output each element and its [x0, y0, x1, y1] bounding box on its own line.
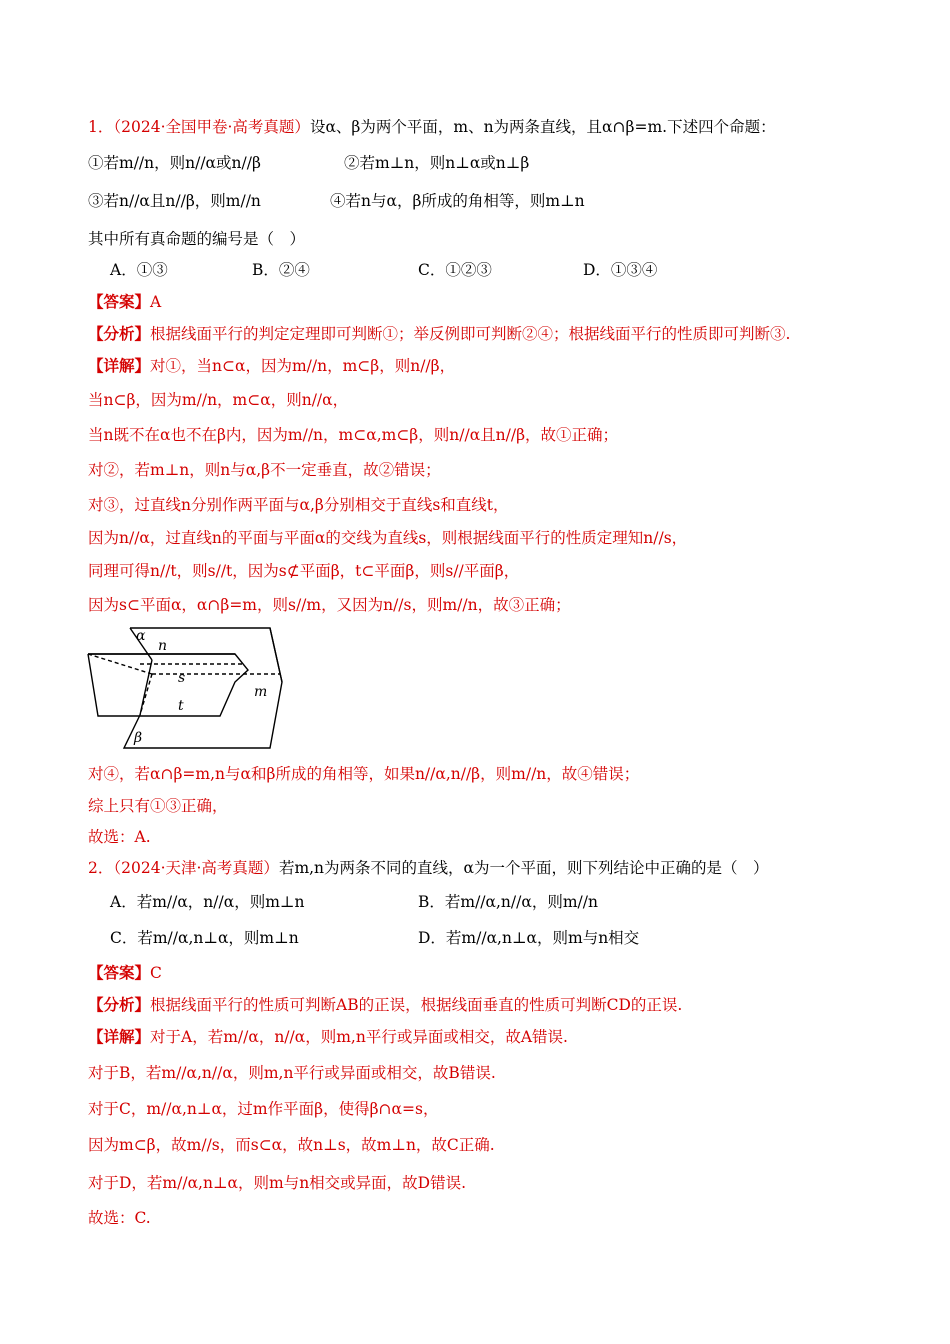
- q2-answer-value: C: [150, 964, 162, 982]
- label-s: s: [178, 670, 186, 686]
- q1-detail-line-8: 因为s⊂平面α，α∩β=m，则s//m，又因为n//s，则m//n，故③正确；: [88, 596, 571, 614]
- q1-answer: [88, 291, 161, 313]
- q2-detail-line-1: [88, 1026, 568, 1048]
- q1-after-line-1: 对④，若α∩β=m,n与α和β所成的角相等，如果n//α,n//β，则m//n，故④错误；: [88, 765, 640, 783]
- q2-option-a: A．若m//α，n//α，则m⊥n: [110, 893, 305, 911]
- plane-beta-lower-edge: [140, 660, 152, 715]
- plane-alpha-edge: [88, 654, 248, 716]
- q2-detail-line-5: 对于D，若m//α,n⊥α，则m与n相交或异面，故D错误.: [88, 1174, 467, 1192]
- q2-option-c: C．若m//α,n⊥α，则m⊥n: [110, 929, 299, 947]
- q1-source: （2024·全国甲卷·高考真题）: [113, 118, 310, 136]
- q2-number: 2．: [88, 859, 114, 877]
- q1-proposition-2: ②若m⊥n，则n⊥α或n⊥β: [344, 154, 530, 172]
- q2-analysis-label: 【分析】: [88, 995, 151, 1014]
- q2-answer: [88, 962, 162, 984]
- q2-option-b: B．若m//α,n//α，则m//n: [418, 893, 598, 911]
- q1-after-line-3: 故选：A.: [88, 828, 151, 846]
- q1-proposition-1: ①若m//n，则n//α或n//β: [88, 154, 261, 172]
- q2-detail-label: 【详解】: [88, 1027, 151, 1046]
- q1-answer-label: 【答案】: [88, 292, 151, 311]
- q1-detail-line-5: 对③，过直线n分别作两平面与α,β分别相交于直线s和直线t，: [88, 496, 509, 514]
- q1-option-c: C．①②③: [418, 261, 492, 279]
- q1-ask: 其中所有真命题的编号是（ ）: [88, 230, 306, 248]
- q1-number: 1．: [88, 118, 114, 136]
- q1-analysis-text: 根据线面平行的判定定理即可判断①；举反例即可判断②④；根据线面平行的性质即可判断③.: [150, 325, 791, 343]
- q1-option-b: B．②④: [252, 261, 310, 279]
- q2-stem-line: [88, 857, 769, 879]
- q2-detail-line-4: 因为m⊂β，故m//s，而s⊂α，故n⊥s，故m⊥n，故C正确.: [88, 1136, 495, 1154]
- q2-analysis-text: 根据线面平行的性质可判断AB的正误，根据线面垂直的性质可判断CD的正误.: [150, 996, 683, 1014]
- q1-detail-line-2: 当n⊂β，因为m//n，m⊂α，则n//α，: [88, 391, 349, 409]
- q1-proposition-4: ④若n与α，β所成的角相等，则m⊥n: [330, 192, 585, 210]
- q2-stem: 若m,n为两条不同的直线，α为一个平面，则下列结论中正确的是（ ）: [278, 859, 769, 877]
- q1-option-d: D．①③④: [583, 261, 658, 279]
- q2-option-d: D．若m//α,n⊥α，则m与n相交: [418, 929, 640, 947]
- dashed-t-line: [140, 674, 152, 715]
- q1-analysis-label: 【分析】: [88, 324, 151, 343]
- q1-detail-label: 【详解】: [88, 356, 151, 375]
- q2-detail-text: 对于A，若m//α，n//α，则m,n平行或异面或相交，故A错误.: [150, 1028, 568, 1046]
- q1-detail-line-3: 当n既不在α也不在β内，因为m//n，m⊂α,m⊂β，则n//α且n//β，故①正确；: [88, 426, 619, 444]
- q2-source: （2024·天津·高考真题）: [113, 859, 279, 877]
- q1-option-a: A．①③: [110, 261, 168, 279]
- planes-figure: [80, 620, 300, 750]
- q1-stem: 设α、β为两个平面，m、n为两条直线，且α∩β=m.下述四个命题：: [309, 118, 776, 136]
- q1-detail-line-4: 对②，若m⊥n，则n与α,β不一定垂直，故②错误；: [88, 461, 441, 479]
- q2-answer-label: 【答案】: [88, 963, 151, 982]
- q2-detail-line-6: 故选：C.: [88, 1209, 151, 1227]
- q2-detail-line-2: 对于B，若m//α,n//α，则m,n平行或异面或相交，故B错误.: [88, 1064, 496, 1082]
- q1-stem-line: [88, 116, 776, 138]
- label-alpha: α: [136, 628, 146, 644]
- q1-detail-line-6: 因为n//α，过直线n的平面与平面α的交线为直线s，则根据线面平行的性质定理知n//s，: [88, 529, 688, 547]
- q2-detail-line-3: 对于C，m//α,n⊥α，过m作平面β，使得β∩α=s，: [88, 1100, 439, 1118]
- q1-detail-line-7: 同理可得n//t，则s//t，因为s⊄平面β，t⊂平面β，则s//平面β，: [88, 562, 520, 580]
- label-t: t: [178, 698, 184, 714]
- q1-analysis: [88, 323, 790, 345]
- q2-analysis: [88, 994, 682, 1016]
- q1-answer-value: A: [150, 293, 162, 311]
- q1-after-line-2: 综上只有①③正确，: [88, 797, 228, 815]
- label-beta: β: [134, 730, 143, 746]
- label-m: m: [254, 684, 268, 700]
- label-n: n: [158, 638, 168, 654]
- q1-detail-line-1: [88, 355, 455, 377]
- q1-proposition-3: ③若n//α且n//β，则m//n: [88, 192, 261, 210]
- q1-detail-text: 对①，当n⊂α，因为m//n，m⊂β，则n//β，: [150, 357, 456, 375]
